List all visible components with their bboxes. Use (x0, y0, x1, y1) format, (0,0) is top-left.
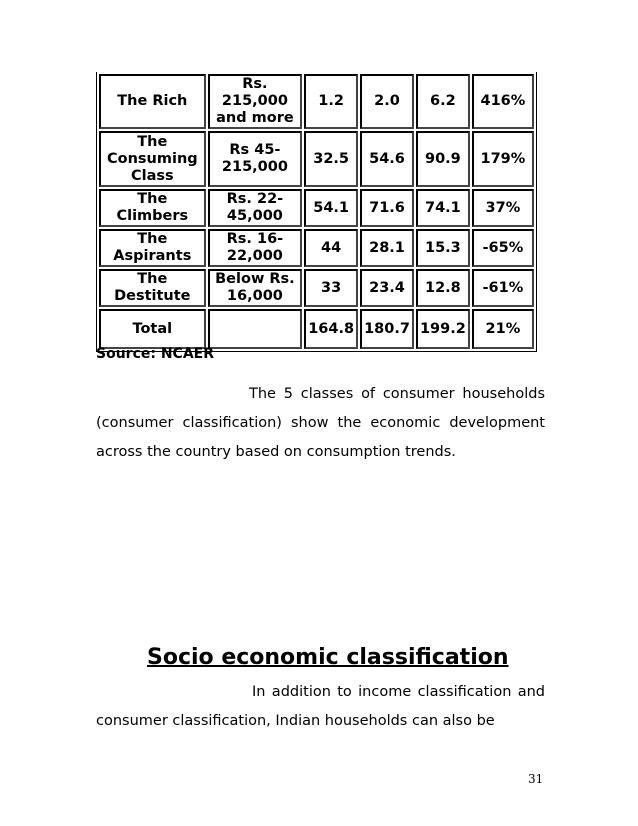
value-cell: 44 (304, 229, 358, 267)
body-paragraph: The 5 classes of consumer households (consumer classification) show the economic development across the country based on consumption trends. (96, 386, 545, 460)
value-cell: 1.2 (304, 74, 358, 129)
income-range: Below Rs. 16,000 (208, 269, 303, 307)
change-cell: 179% (472, 131, 534, 187)
income-range: Rs. 22-45,000 (208, 189, 303, 227)
consumer-class-table (96, 72, 537, 337)
class-label: The Climbers (99, 189, 206, 227)
table-row (99, 74, 534, 129)
table-row (99, 229, 534, 267)
change-cell: 416% (472, 74, 534, 129)
table-row (99, 269, 534, 307)
change-cell: -61% (472, 269, 534, 307)
table-row (99, 189, 534, 227)
value-cell: 90.9 (416, 131, 470, 187)
value-cell: 32.5 (304, 131, 358, 187)
value-cell: 74.1 (416, 189, 470, 227)
table-source: Source: NCAER (96, 346, 215, 362)
class-label: The Aspirants (99, 229, 206, 267)
value-cell: 6.2 (416, 74, 470, 129)
value-cell: 23.4 (360, 269, 414, 307)
class-label: The Rich (99, 74, 206, 129)
income-range (208, 309, 303, 349)
income-range: Rs. 215,000 and more (208, 74, 303, 129)
value-cell: 54.6 (360, 131, 414, 187)
value-cell: 180.7 (360, 309, 414, 349)
change-cell: 37% (472, 189, 534, 227)
value-cell: 71.6 (360, 189, 414, 227)
class-label: Total (99, 309, 206, 349)
change-cell: -65% (472, 229, 534, 267)
change-cell: 21% (472, 309, 534, 349)
value-cell: 33 (304, 269, 358, 307)
section-heading: Socio economic classification (147, 645, 509, 670)
value-cell: 15.3 (416, 229, 470, 267)
income-range: Rs 45-215,000 (208, 131, 303, 187)
value-cell: 28.1 (360, 229, 414, 267)
value-cell: 199.2 (416, 309, 470, 349)
value-cell: 12.8 (416, 269, 470, 307)
income-range: Rs. 16-22,000 (208, 229, 303, 267)
table-row (99, 131, 534, 187)
value-cell: 54.1 (304, 189, 358, 227)
body-paragraph: In addition to income classification and consumer classification, Indian households can also be (96, 684, 545, 729)
table-row-total (99, 309, 534, 349)
value-cell: 2.0 (360, 74, 414, 129)
class-label: The Destitute (99, 269, 206, 307)
value-cell: 164.8 (304, 309, 358, 349)
class-label: The Consuming Class (99, 131, 206, 187)
page-number: 31 (528, 772, 544, 786)
